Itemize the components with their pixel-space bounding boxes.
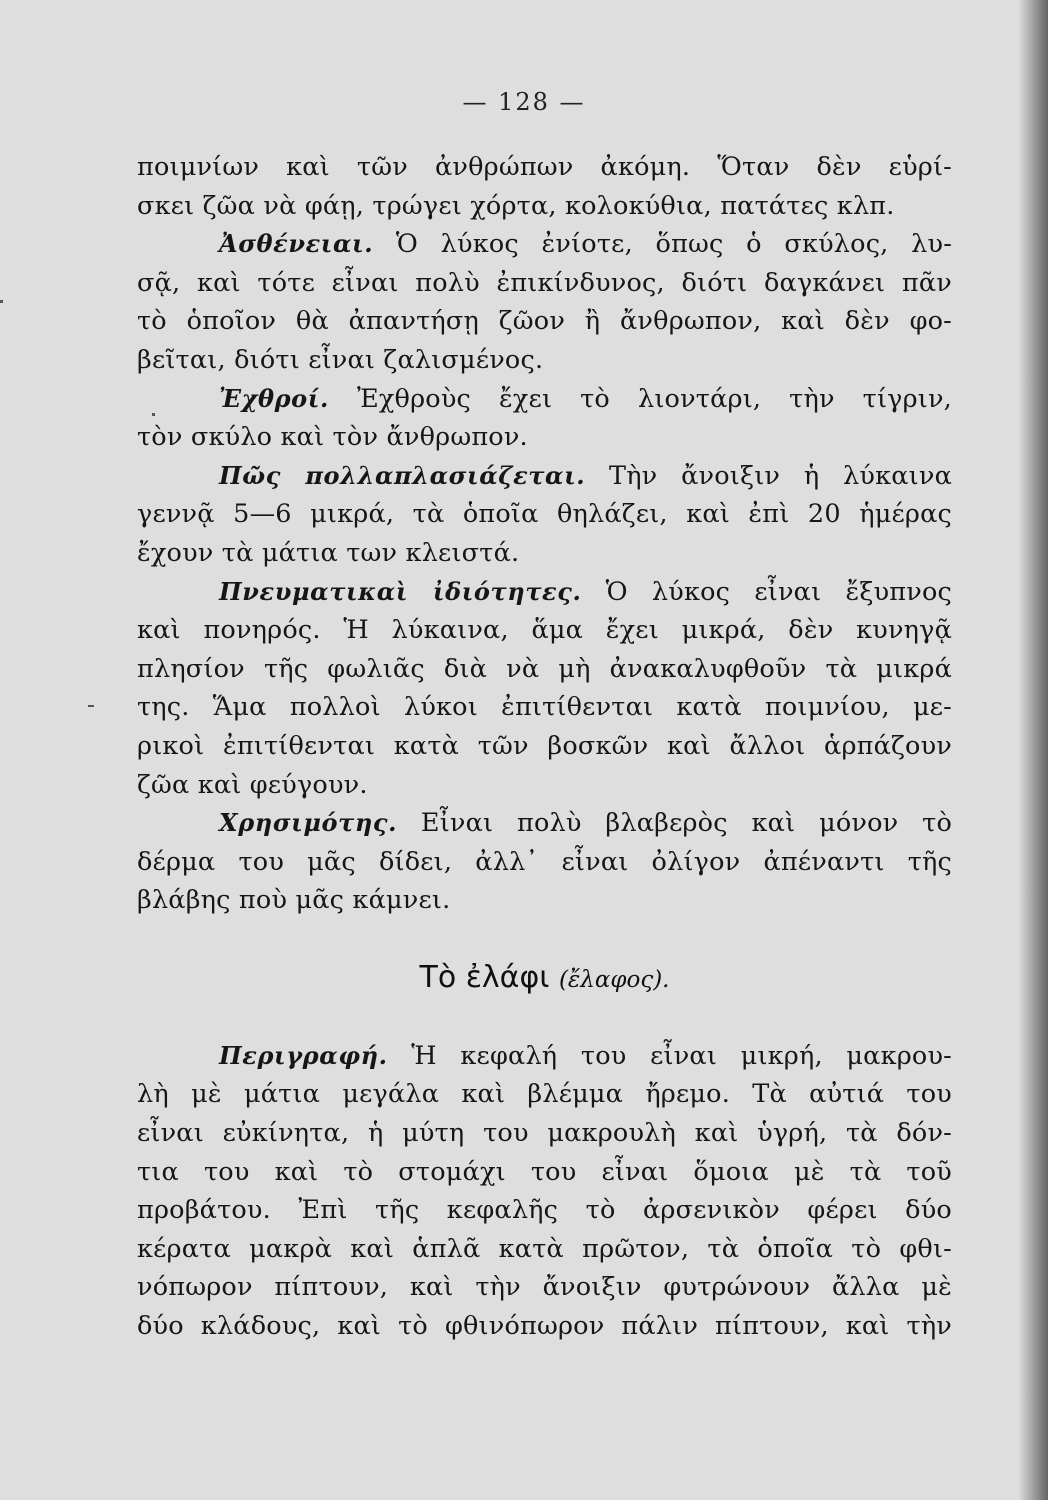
text-line: πλησίον τῆς φωλιᾶς διὰ νὰ μὴ ἀνακαλυφθοῦν τὰ μικρά (137, 653, 952, 684)
text-line: εἶναι εὐκίνητα, ἡ μύτη του μακρουλὴ καὶ ὑγρή, τὰ δόν- (137, 1118, 952, 1149)
text-line: βλάβης ποὺ μᾶς κάμνει. (137, 885, 451, 916)
text-line: ποιμνίων καὶ τῶν ἀνθρώπων ἀκόμη. Ὅταν δὲν εὑρί- (137, 152, 952, 182)
body-text (137, 148, 952, 1346)
text-span: Ἡ κεφαλή του εἶναι μικρή, μακρου- (411, 1040, 952, 1071)
text-span: Εἶναι πολὺ βλαβερὸς καὶ μόνον τὸ (420, 808, 953, 839)
text-line: της. Ἅμα πολλοὶ λύκοι ἐπιτίθενται κατὰ ποιμνίου, με- (137, 692, 952, 723)
paragraph-usefulness (137, 804, 952, 843)
section-title-deer (137, 948, 952, 1008)
spacer (137, 1008, 952, 1037)
heading-usefulness: Χρησιμότης. (219, 808, 398, 838)
text-span: Τὴν ἄνοιξιν ἡ λύκαινα (608, 460, 952, 491)
heading-enemies: Ἐχθροί. (219, 383, 329, 413)
heading-mental: Πνευματικαὶ ἰδιότητες. (219, 576, 582, 606)
paragraph-reproduction (137, 457, 952, 496)
text-span: Ὁ λύκος ἐνίοτε, ὅπως ὁ σκύλος, λυ- (395, 229, 953, 260)
text-span: Ἐχθροὺς ἔχει τὸ λιοντάρι, τὴν τίγριν, (356, 383, 952, 414)
page-number: — 128 — (462, 88, 586, 116)
heading-description: Περιγραφή. (219, 1040, 388, 1070)
spacer (137, 920, 952, 948)
text-line: τὸ ὁποῖον θὰ ἀπαντήσῃ ζῶον ἢ ἄνθρωπον, καὶ δὲν φο- (137, 306, 952, 337)
text-span: Ὁ λύκος εἶναι ἔξυπνος (605, 576, 952, 607)
text-line: γεννᾷ 5—6 μικρά, τὰ ὁποῖα θηλάζει, καὶ ἐπὶ 20 ἡμέρας (137, 499, 952, 530)
text-line: κέρατα μακρὰ καὶ ἁπλᾶ κατὰ πρῶτον, τὰ ὁποῖα τὸ φθι- (137, 1233, 952, 1264)
text-line: καὶ πονηρός. Ἡ λύκαινα, ἅμα ἔχει μικρά, δὲν κυνηγᾷ (137, 615, 952, 646)
text-line: δύο κλάδους, καὶ τὸ φθινόπωρον πάλιν πίπτουν, καὶ τὴν (137, 1311, 952, 1342)
scan-speck (152, 413, 155, 416)
section-title-text: Τὸ ἐλάφι (419, 959, 550, 995)
scan-speck (88, 705, 94, 707)
text-line: ρικοὶ ἐπιτίθενται κατὰ τῶν βοσκῶν καὶ ἄλλοι ἁρπάζουν (137, 730, 952, 761)
heading-diseases: Ἀσθένειαι. (219, 229, 374, 259)
text-line: ἔχουν τὰ μάτια των κλειστά. (137, 537, 520, 568)
paragraph-diseases (137, 225, 952, 264)
page-edge-shadow (1018, 0, 1048, 1500)
text-line: βεῖται, διότι εἶναι ζαλισμένος. (137, 344, 544, 375)
text-line: δέρμα του μᾶς δίδει, ἀλλ᾽ εἶναι ὀλίγον ἀπέναντι τῆς (137, 846, 952, 877)
scan-speck (0, 300, 3, 303)
text-line: σᾷ, καὶ τότε εἶναι πολὺ ἐπικίνδυνος, διότι δαγκάνει πᾶν (137, 267, 952, 298)
paragraph-mental (137, 573, 952, 612)
text-line: νόπωρον πίπτουν, καὶ τὴν ἄνοιξιν φυτρώνουν ἄλλα μὲ (137, 1272, 952, 1303)
text-line: ζῶα καὶ φεύγουν. (137, 769, 368, 800)
paragraph-description (137, 1037, 952, 1076)
text-line: προβάτου. Ἐπὶ τῆς κεφαλῆς τὸ ἀρσενικὸν φέρει δύο (137, 1195, 952, 1226)
text-line: λὴ μὲ μάτια μεγάλα καὶ βλέμμα ἤρεμο. Τὰ αὐτιά του (137, 1079, 952, 1110)
heading-reproduction: Πῶς πολλαπλασιάζεται. (219, 460, 586, 490)
text-line: τια του καὶ τὸ στομάχι του εἶναι ὅμοια μὲ τὰ τοῦ (137, 1156, 952, 1187)
paragraph-enemies (137, 380, 952, 419)
text-line: τὸν σκύλο καὶ τὸν ἄνθρωπον. (137, 422, 528, 453)
text-line: σκει ζῶα νὰ φάῃ, τρώγει χόρτα, κολοκύθια, πατάτες κλπ. (137, 190, 895, 221)
section-subtitle: (ἔλαφος). (558, 966, 670, 993)
